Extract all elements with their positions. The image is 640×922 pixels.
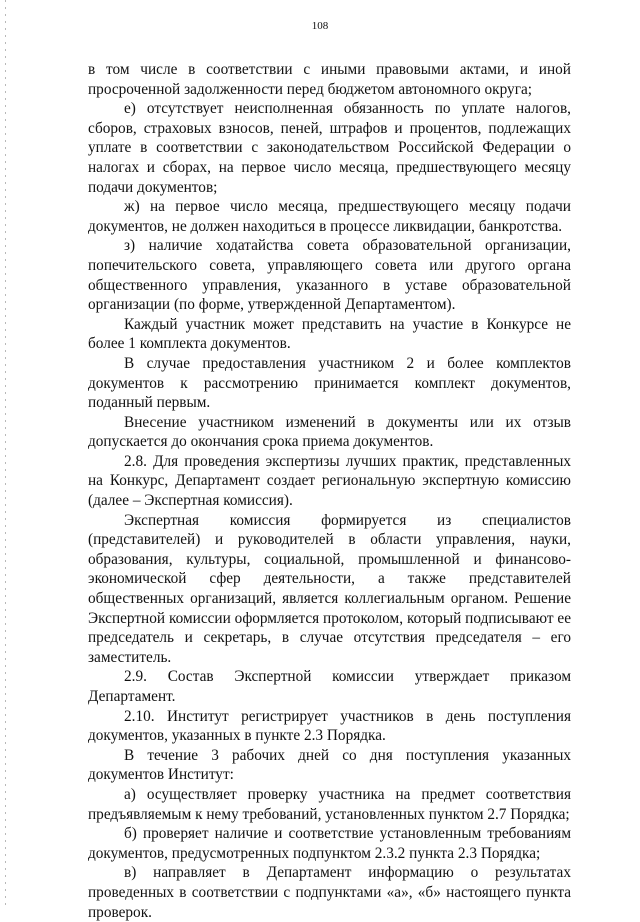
paragraph-2-8: 2.8. Для проведения экспертизы лучших практик, представленных на Конкурс, Департамент создает региональную экспертную комиссию (далее – Экспертная комиссия).	[88, 452, 571, 510]
paragraph-item-b: б) проверяет наличие и соответствие установленным требованиям документов, предусмотренных подпунктом 2.3.2 пункта 2.3 Порядка;	[88, 825, 571, 862]
paragraph-continuation: в том числе в соответствии с иными правовыми актами, и иной просроченной задолженности перед бюджетом автономного округа;	[88, 61, 571, 98]
paragraph-item-zh: ж) на первое число месяца, предшествующего месяцу подачи документов, не должен находиться в процессе ликвидации, банкротства.	[88, 198, 571, 235]
paragraph-commission-composition: Экспертная комиссия формируется из специалистов (представителей) и руководителей в области управления, науки, образования, культуры, социальной, промышленной и финансово-экономической сфер деятельности, а также представителей общественных организаций, является коллегиальным органом. Решение Экспертной комиссии оформляется протоколом, который подписывают ее председатель и секретарь, в случае отсутствия председателя – его заместитель.	[88, 511, 571, 666]
paragraph-three-days: В течение 3 рабочих дней со дня поступления указанных документов Институт:	[88, 746, 571, 784]
paragraph-item-e: е) отсутствует неисполненная обязанность по уплате налогов, сборов, страховых взносов, пеней, штрафов и процентов, подлежащих уплате в соответствии с законодательством Российской Федерации о налогах и сборах, на первое число месяца, предшествующего месяцу подачи документов;	[88, 100, 571, 196]
paragraph-item-v: в) направляет в Департамент информацию о результатах проведенных в соответствии с подпунктами «а», «б» настоящего пункта проверок.	[88, 864, 571, 921]
paragraph-2-9: 2.9. Состав Экспертной комиссии утверждает приказом Департамент.	[88, 668, 571, 705]
page-number: 108	[311, 20, 329, 32]
paragraph-2-10: 2.10. Институт регистрирует участников в день поступления документов, указанных в пункте 2.3 Порядка.	[88, 707, 571, 745]
paragraph-item-z: з) наличие ходатайства совета образовательной организации, попечительского совета, управляющего совета или другого органа общественного управления, указанного в уставе образовательной организации (по форме, утвержденной Департаментом).	[88, 237, 571, 314]
document-body	[88, 60, 571, 922]
paragraph-multiple-sets: В случае предоставления участником 2 и более комплектов документов к рассмотрению принимается комплект документов, поданный первым.	[88, 354, 571, 412]
paragraph-item-a: а) осуществляет проверку участника на предмет соответствия предъявляемым к нему требований, установленных пунктом 2.7 Порядка;	[88, 785, 571, 823]
paragraph-one-set-limit: Каждый участник может представить на участие в Конкурсе не более 1 комплекта документов.	[88, 315, 571, 353]
paragraph-changes: Внесение участником изменений в документы или их отзыв допускается до окончания срока приема документов.	[88, 413, 571, 451]
scan-edge-line	[5, 0, 6, 905]
